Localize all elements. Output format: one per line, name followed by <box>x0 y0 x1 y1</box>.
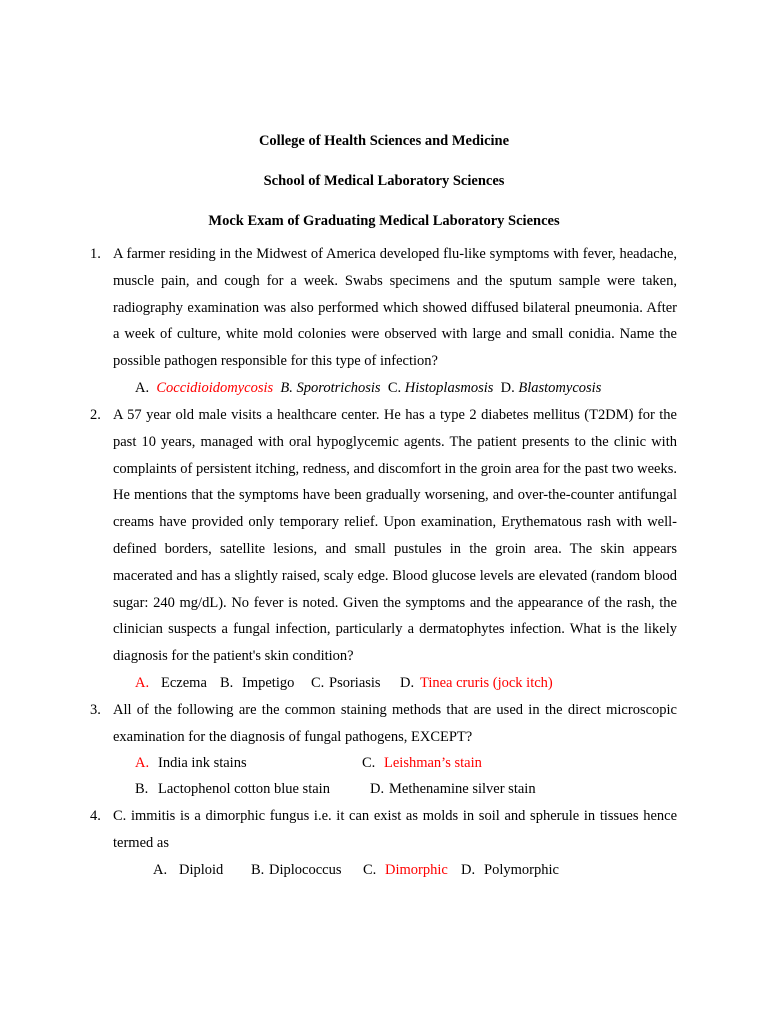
question-number: 2. <box>90 407 101 423</box>
option-text: Methenamine silver stain <box>389 781 536 797</box>
option-letter: A. <box>135 380 150 396</box>
option-text: Eczema <box>161 675 207 691</box>
option-letter: D. <box>461 862 476 878</box>
option-letter: D. <box>500 380 515 396</box>
option-text: Diploid <box>179 862 224 878</box>
option-correct: Dimorphic <box>385 862 448 878</box>
option-letter: C. <box>362 755 376 771</box>
school-heading: School of Medical Laboratory Sciences <box>263 173 505 189</box>
question-number: 4. <box>90 808 101 824</box>
option-correct: Leishman’s stain <box>384 755 482 771</box>
exam-title: Mock Exam of Graduating Medical Laboratory Sciences <box>208 213 560 229</box>
option-letter: C. <box>311 675 325 691</box>
option-letter: C. <box>387 380 402 396</box>
option-letter: C. <box>363 862 377 878</box>
option-letter: A. <box>135 675 150 691</box>
option-correct: Coccidioidomycosis <box>156 380 274 396</box>
question-4-text: C. immitis is a dimorphic fungus i.e. it can exist as molds in soil and spherule in tissues hence termed as <box>113 808 677 851</box>
option-letter: B. <box>251 862 265 878</box>
option-text: Polymorphic <box>484 862 559 878</box>
question-3-text: All of the following are the common staining methods that are used in the direct microscopic examination for the diagnosis of fungal pathogens, EXCEPT? <box>113 702 677 745</box>
option-text: Psoriasis <box>329 675 381 691</box>
question-number: 3. <box>90 702 101 718</box>
option-letter: B. <box>135 781 149 797</box>
question-1-text: A farmer residing in the Midwest of America developed flu-like symptoms with fever, headache, muscle pain, and cough for a week. Swabs specimens and the sputum sample were taken, radiography examination was also performed which showed diffused bilateral pneumonia. After a week of culture, white mold colonies were observed with large and small conidia. Name the possible pathogen responsible for this type of infection? <box>113 246 677 370</box>
college-heading: College of Health Sciences and Medicine <box>258 133 510 149</box>
option-letter: B. <box>220 675 234 691</box>
question-2-text: A 57 year old male visits a healthcare center. He has a type 2 diabetes mellitus (T2DM) for the past 10 years, managed with oral hypoglycemic agents. The patient presents to the clinic with complaints of persistent itching, redness, and discomfort in the groin area for the past two weeks. He mentions that the symptoms have been gradually worsening, and over-the-counter antifungal creams have provided only temporary relief. Upon examination, Erythematous rash with well-defined borders, satellite lesions, and small pustules in the groin area. The skin appears macerated and has a slightly raised, scaly edge. Blood glucose levels are elevated (random blood sugar: 240 mg/dL). No fever is noted. Given the symptoms and the appearance of the rash, the clinician suspects a fungal infection, particularly a dermatophytes infection. What is the likely diagnosis for the patient's skin condition? <box>113 407 677 665</box>
option-text: Impetigo <box>242 675 295 691</box>
option-text: Blastomycosis <box>518 380 602 396</box>
option-letter: D. <box>370 781 385 797</box>
option-letter: A. <box>153 862 168 878</box>
question-number: 1. <box>90 246 101 262</box>
option-correct: Tinea cruris (jock itch) <box>420 675 553 691</box>
option-letter: D. <box>400 675 415 691</box>
option-text: Diplococcus <box>269 862 342 878</box>
question-1-options <box>135 380 601 397</box>
option-text: India ink stains <box>158 755 247 771</box>
option-text: Lactophenol cotton blue stain <box>158 781 330 797</box>
option-text: Histoplasmosis <box>404 380 494 396</box>
option-text: Sporotrichosis <box>296 380 381 396</box>
option-letter: B. <box>280 380 293 396</box>
option-letter: A. <box>135 755 150 771</box>
